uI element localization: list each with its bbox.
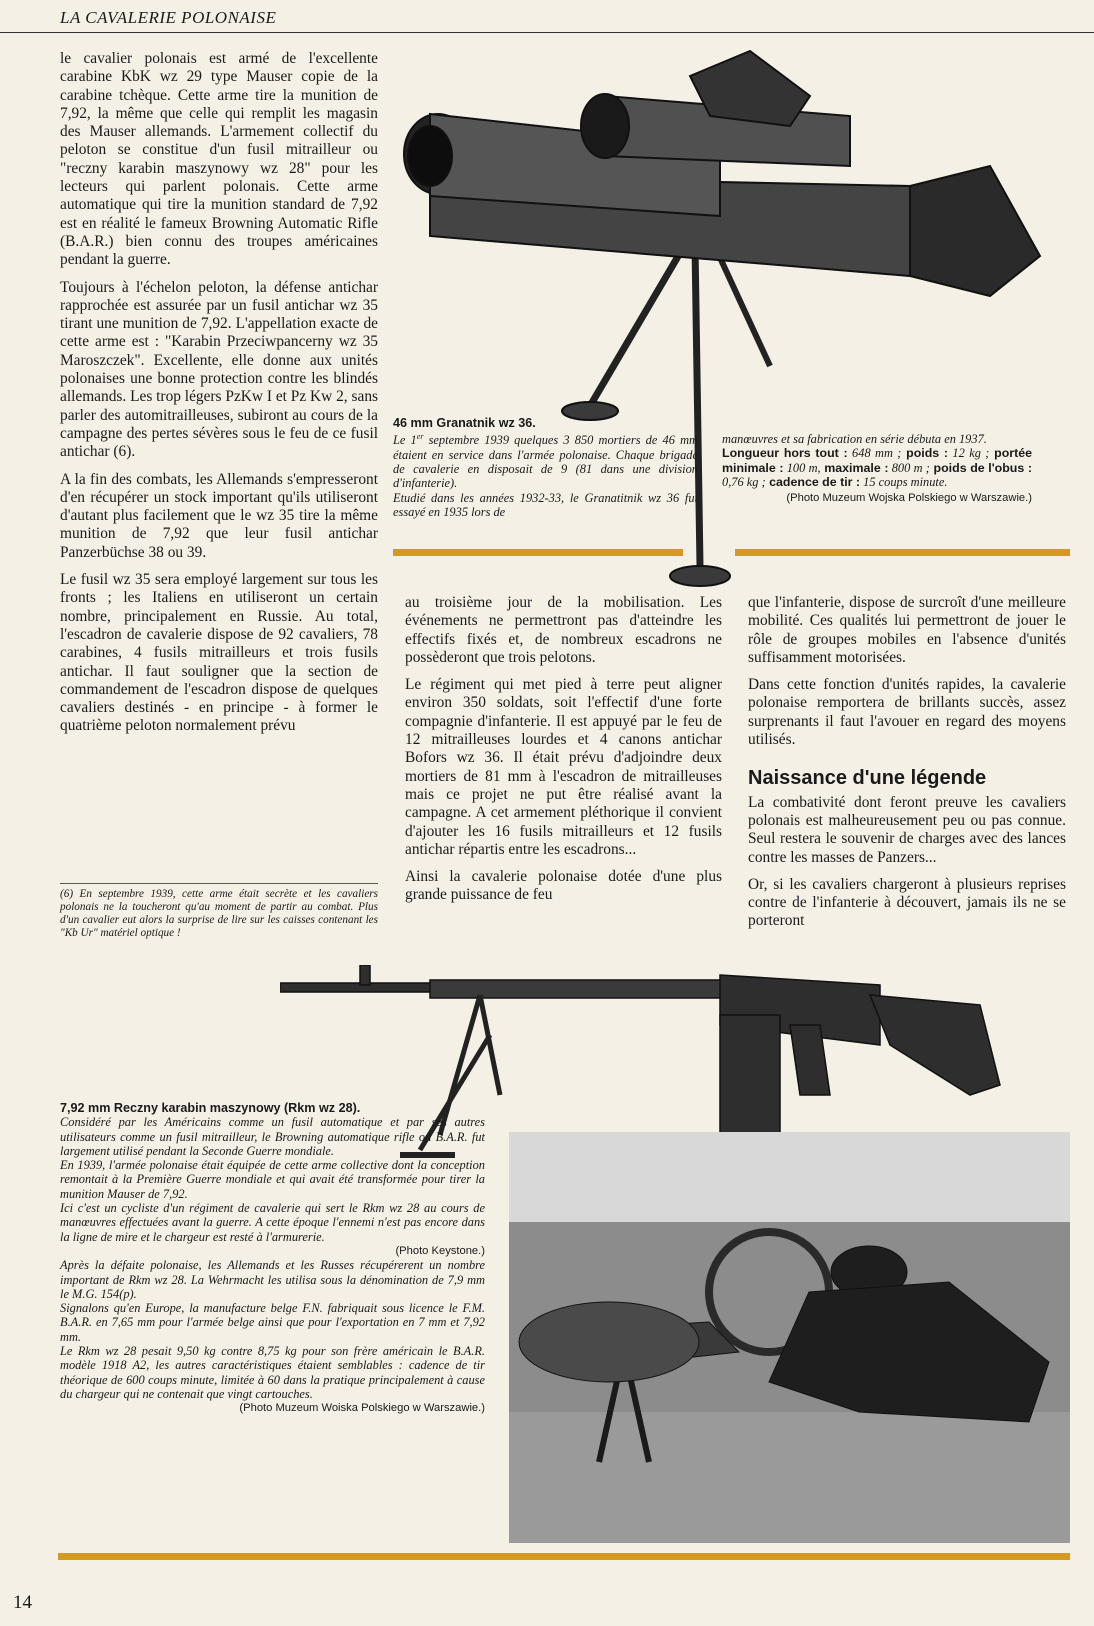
footnote: (6) En septembre 1939, cette arme était secrète et les cavaliers polonais ne la toucheront qu'au moment de partir au combat. Plus d'un cavalier eut alors la surprise de lire sur les caisses contenant les "Kb Ur" matériel optique ! [60,888,378,939]
paragraph: Ainsi la cavalerie polonaise dotée d'une plus grande puissance de feu [405,868,722,904]
spec-label: Longueur hors tout : [722,446,848,461]
paragraph: que l'infanterie, dispose de surcroît d'une meilleure mobilité. Ces qualités lui permettront de jouer le rôle de groupes mobiles en l'absence d'unités suffisamment motorisées. [748,594,1066,666]
paragraph: au troisième jour de la mobilisation. Les événements ne permettront pas d'atteindre les effectifs fixés et, de nombreux escadrons ne possèderont que trois pelotons. [405,594,722,666]
photo-credit: (Photo Keystone.) [395,1244,485,1257]
rifle-caption [60,1101,485,1416]
mortar-photo-credit: (Photo Muzeum Wojska Polskiego w Warszawie.) [786,492,1032,505]
caption-text: Le Rkm wz 28 pesait 9,50 kg contre 8,75 kg pour son frère américain le B.A.R. modèle 1918 A2, les autres caractéristiques étaient semblables : cadence de tir théorique de 600 coups minute, limitée à 60 dans la pratique principalement à cause du chargeur qui ne contenait que vingt cartouches. [60,1344,485,1401]
caption-text: En 1939, l'armée polonaise était équipée de cette arme collective dont la conception remontait à la Première Guerre mondiale et qui avait été transformée pour tirer la munition Mauser de 7,92. [60,1158,485,1201]
accent-bar [58,1553,1070,1560]
mortar-caption-left [393,416,698,519]
section-heading: Naissance d'une légende [748,767,987,790]
mortar-caption-title: 46 mm Granatnik wz 36. [393,416,536,430]
spec-value: 0,76 kg ; [722,474,766,489]
caption-text: septembre 1939 quelques 3 850 mortiers de 46 mm étaient en service dans l'armée polonaise. Chaque brigade de cavalerie en disposait de 9 (81 dans une division d'infanterie). [393,433,698,491]
spec-label: maximale : [820,460,889,475]
paragraph: La combativité dont feront preuve les cavaliers polonais est malheureusement peu ou pas connue. Seul restera le souvenir de charges avec des lances contre les masses de Panzers... [748,793,1066,866]
caption-text: Signalons qu'en Europe, la manufacture belge F.N. fabriquait sous licence le F.M. B.A.R. en 7,65 mm pour l'armée belge ainsi que pour l'exportation en 7 mm et 7,92 mm. [60,1301,485,1344]
mortar-specs [722,446,1032,489]
spec-label: poids de l'obus : [933,460,1032,475]
spec-value: 800 m ; [888,460,930,475]
photo-credit: (Photo Muzeum Woiska Polskiego w Warszawie.) [239,1402,485,1415]
spec-value: 648 mm ; [847,446,902,461]
caption-sup: er [416,432,424,442]
spec-value: 100 m, [783,460,821,475]
header-rule [0,32,1094,33]
accent-bar [735,549,1070,556]
accent-bar [393,549,683,556]
paragraph: A la fin des combats, les Allemands s'empresseront d'en récupérer un stock important qu'ils utiliseront d'autant plus facilement que le wz 35 tire la même munition de 7,92 que leur fusil antichar Panzerbüchse 38 ou 39. [60,470,378,561]
paragraph: Le fusil wz 35 sera employé largement sur tous les fronts ; les Italiens en utiliseront un certain nombre, principalement en Russie. Au total, l'escadron de cavalerie dispose de 92 cavaliers, 78 carabines, 4 fusils mitrailleurs et trois fusils antichar. Il faut souligner que la section de commandement de l'escadron dispose de quelques cavaliers destinés - en principe - à former le quatrième peloton normalement prévu [60,571,378,735]
spec-value: 12 kg ; [948,446,990,461]
rifle-caption-title: 7,92 mm Reczny karabin maszynowy (Rkm wz 28). [60,1101,361,1115]
mortar-caption-right-text: manœuvres et sa fabrication en série débuta en 1937. [722,432,987,446]
spec-label: cadence de tir : [765,474,861,489]
paragraph: Toujours à l'échelon peloton, la défense antichar rapprochée est assurée par un fusil antichar wz 35 tirant une munition de 7,92. L'appellation exacte de cette arme est : "Karabin Przeciwpancerny wz 35 Maroszczek". Excellente, elle donne aux unités polonaises une bonne protection contre les blindés allemands. Les trop légers PzKw I et Pz Kw 2, sans parler des automitrailleuses, subiront au cours de la campagne des pertes sévères sous le feu de ce fusil antichar (6). [60,278,379,461]
column-2 [405,594,722,914]
page-number: 14 [13,1592,32,1613]
running-title: LA CAVALERIE POLONAISE [60,8,277,27]
paragraph: Le régiment qui met pied à terre peut aligner environ 350 soldats, soit l'effectif d'une forte compagnie d'infanterie. Il est appuyé par le feu de 12 mitrailleuses lourdes et 4 canons antichar Bofors wz 36. Il était prévu d'adjoindre deux mortiers de 81 mm à l'escadron de mitrailleuses mais ce projet ne put être réalisé avant la campagne. A cet armement pléthorique il convient d'ajouter les 16 fusils mitrailleurs et 12 fusils antichar répartis entre les escadrons... [405,676,722,858]
paragraph: le cavalier polonais est armé de l'excellente carabine KbK wz 29 type Mauser copie de la carabine tchèque. Cette arme tire la munition de 7,92, la même que celle qui remplit les magasin des Mauser allemands. L'armement collectif du peloton se constitue d'un fusil mitrailleur ou "reczny karabin maszynowy wz 28" pour les lecteurs qui parlent polonais. Cette arme automatique qui tire la munition standard de 7,92 est en réalité le fameux Browning Automatic Rifle (B.A.R.) bien connu des troupes américaines pendant la guerre. [60,50,378,269]
caption-text: Le 1 [393,433,417,448]
caption-text: Considéré par les Américains comme un fusil automatique et par ses autres utilisateurs comme un fusil mitrailleur, le Browning automatique rifle ou B.A.R. fut largement utilisé pendant la Seconde Guerre mondiale. [60,1115,485,1158]
paragraph: Or, si les cavaliers chargeront à plusieurs reprises contre de l'infanterie à découvert, jamais ils ne se porteront [748,875,1066,930]
spec-value: 15 coups minute. [860,474,948,489]
column-3 [748,594,1066,940]
spec-label: poids : [901,446,949,461]
paragraph: Dans cette fonction d'unités rapides, la cavalerie polonaise remportera de brillants succès, assez surprenants il faut l'avouer en regard des moyens utilisés. [748,676,1066,749]
mortar-caption-right [722,432,1032,505]
column-1 [60,50,378,736]
mortar-caption-text-2: Etudié dans les années 1932-33, le Granatitnik wz 36 fut essayé en 1935 lors de [393,490,698,519]
mortar-caption-text [393,430,698,490]
caption-text: Après la défaite polonaise, les Allemands et les Russes récupérerent un nombre important de Rkm wz 28. La Wehrmacht les utilisa sous la dénomination de 7,9 mm le M.G. 154(p). [60,1258,485,1301]
footnote-rule [60,883,378,884]
caption-text: Ici c'est un cycliste d'un régiment de cavalerie qui sert le Rkm wz 28 au cours de manœuvres effectuées avant la guerre. A cette époque l'ennemi n'est pas encore dans la ligne de mire et le chargeur est resté à l'armurerie. [60,1201,485,1244]
soldier-photo [509,1132,1070,1543]
spec-label: portée minimale : [722,446,1033,475]
